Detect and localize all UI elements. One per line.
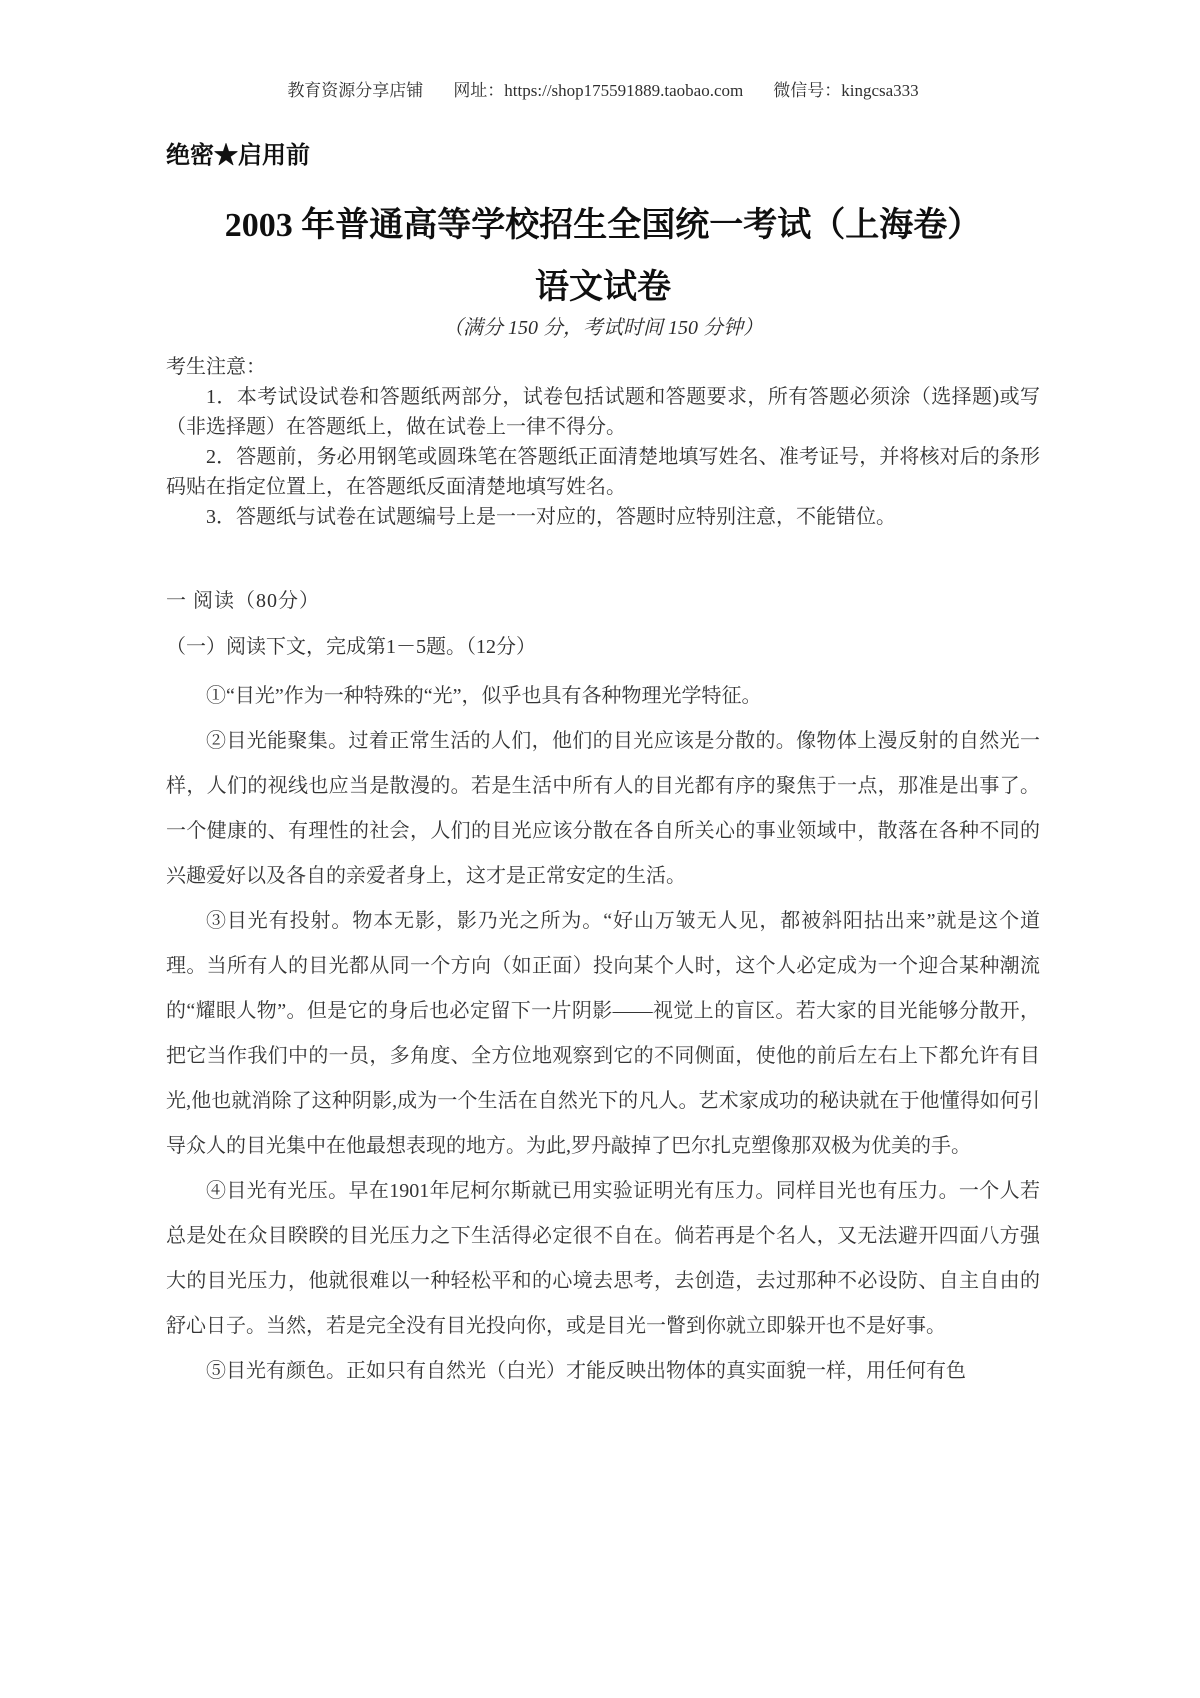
classification-label: 绝密★启用前: [166, 143, 310, 169]
notice-item-1: 1．本考试设试卷和答题纸两部分，试卷包括试题和答题要求，所有答题必须涂（选择题)或写（非选择题）在答题纸上，做在试卷上一律不得分。: [166, 386, 1040, 438]
exam-meta-line: （满分 150 分，考试时间 150 分钟）: [443, 317, 763, 339]
shop-name: 教育资源分享店铺: [287, 81, 424, 100]
passage-paragraph-4: ④目光有光压。早在1901年尼柯尔斯就已用实验证明光有压力。同样目光也有压力。一个人若总是处在众目睽睽的目光压力之下生活得必定很不自在。倘若再是个名人，又无法避开四面八方强大的目光压力，他就很难以一种轻松平和的心境去思考，去创造，去过那种不必设防、自主自由的舒心日子。当然，若是完全没有目光投向你，或是目光一瞥到你就立即躲开也不是好事。: [166, 1180, 1040, 1337]
notice-heading: 考生注意：: [166, 356, 266, 378]
passage-paragraph-1: ①“目光”作为一种特殊的“光”，似乎也具有各种物理光学特征。: [206, 685, 762, 707]
passage: [166, 674, 1040, 1394]
subsection-heading: （一）阅读下文，完成第1－5题。（12分）: [166, 636, 536, 658]
section-heading: 一 阅读（80分）: [166, 590, 320, 612]
shop-wechat: 微信号：kingcsa333: [773, 81, 919, 100]
notice-item-2: 2．答题前，务必用钢笔或圆珠笔在答题纸正面清楚地填写姓名、准考证号，并将核对后的条形码贴在指定位置上，在答题纸反面清楚地填写姓名。: [166, 446, 1040, 498]
passage-paragraph-2: ②目光能聚集。过着正常生活的人们，他们的目光应该是分散的。像物体上漫反射的自然光一样，人们的视线也应当是散漫的。若是生活中所有人的目光都有序的聚焦于一点，那准是出事了。一个健康的、有理性的社会，人们的目光应该分散在各自所关心的事业领域中，散落在各种不同的兴趣爱好以及各自的亲爱者身上，这才是正常安定的生活。: [166, 730, 1040, 887]
exam-subtitle: 语文试卷: [535, 269, 671, 306]
exam-title: 2003 年普通高等学校招生全国统一考试（上海卷）: [224, 207, 982, 244]
passage-paragraph-5: ⑤目光有颜色。正如只有自然光（白光）才能反映出物体的真实面貌一样，用任何有色: [206, 1360, 966, 1382]
notice-item-3: 3．答题纸与试卷在试题编号上是一一对应的，答题时应特别注意，不能错位。: [206, 506, 896, 528]
shop-url: 网址：https://shop175591889.taobao.com: [453, 81, 744, 100]
passage-paragraph-3: ③目光有投射。物本无影，影乃光之所为。“好山万皱无人见，都被斜阳拈出来”就是这个道理。当所有人的目光都从同一个方向（如正面）投向某个人时，这个人必定成为一个迎合某种潮流的“耀眼人物”。但是它的身后也必定留下一片阴影――视觉上的盲区。若大家的目光能够分散开，把它当作我们中的一员，多角度、全方位地观察到它的不同侧面，使他的前后左右上下都允许有目光,他也就消除了这种阴影,成为一个生活在自然光下的凡人。艺术家成功的秘诀就在于他懂得如何引导众人的目光集中在他最想表现的地方。为此,罗丹敲掉了巴尔扎克塑像那双极为优美的手。: [166, 910, 1040, 1157]
watermark-header: [166, 80, 1040, 102]
